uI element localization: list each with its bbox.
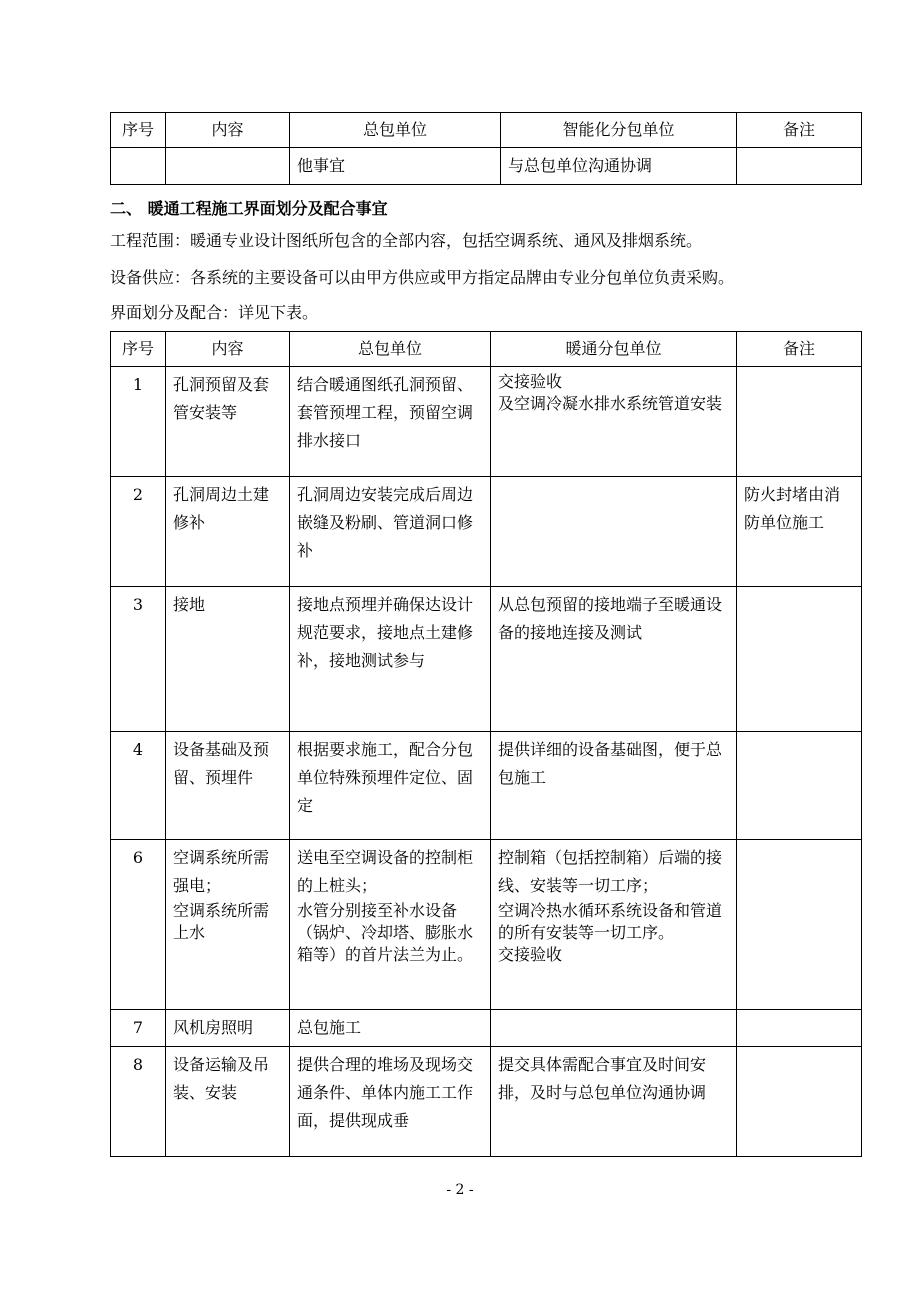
cell-note [737,1010,862,1047]
cell-sub [491,1010,737,1047]
table-smart-systems-continued [110,112,862,185]
cell-sub-line: 交接验收 [498,945,563,964]
table-row [111,367,862,477]
table-row [111,1047,862,1157]
page-number: - 2 - [446,1182,474,1198]
scope-paragraph: 工程范围：暖通专业设计图纸所包含的全部内容，包括空调系统、通风及排烟系统。 [110,231,703,250]
cell-note [737,148,862,185]
cell-sub: 从总包预留的接地端子至暖通设备的接地连接及测试 [491,587,737,732]
cell-sub [491,367,737,477]
cell-content: 设备基础及预留、预埋件 [166,732,290,840]
cell-content: 接地 [166,587,290,732]
header-remarks: 备注 [737,113,862,148]
header-content: 内容 [166,113,290,148]
cell-note [737,587,862,732]
cell-sub-line: 交接验收 [498,372,563,391]
cell-main [290,840,491,1010]
cell-sub: 提交具体需配合事宜及时间安排，及时与总包单位沟通协调 [491,1047,737,1157]
header-main-contractor: 总包单位 [290,332,491,367]
cell-main: 他事宜 [290,148,501,185]
table-row [111,148,862,185]
header-remarks: 备注 [737,332,862,367]
cell-sub-line: 控制箱（包括控制箱）后端的接线、安装等一切工序； [498,848,723,895]
cell-content: 孔洞周边土建修补 [166,477,290,587]
cell-no [111,148,166,185]
cell-main: 接地点预埋并确保达设计规范要求，接地点土建修补，接地测试参与 [290,587,491,732]
table-row [111,1010,862,1047]
cell-no: 3 [111,587,166,732]
header-main-contractor: 总包单位 [290,113,501,148]
cell-content: 风机房照明 [166,1010,290,1047]
cell-no: 2 [111,477,166,587]
header-hvac-subcontractor: 暖通分包单位 [491,332,737,367]
cell-main: 提供合理的堆场及现场交通条件、单体内施工工作面，提供现成垂 [290,1047,491,1157]
header-content: 内容 [166,332,290,367]
header-no: 序号 [111,113,166,148]
header-subcontractor: 智能化分包单位 [501,113,737,148]
cell-content-line: 空调系统所需上水 [173,901,270,942]
cell-no: 8 [111,1047,166,1157]
cell-note [737,367,862,477]
cell-no: 4 [111,732,166,840]
table-header-row [111,113,862,148]
cell-content: 设备运输及吊装、安装 [166,1047,290,1157]
cell-content-line: 空调系统所需强电； [173,848,270,895]
cell-content [166,148,290,185]
cell-sub: 与总包单位沟通协调 [501,148,737,185]
cell-note: 防火封堵由消防单位施工 [737,477,862,587]
cell-note [737,1047,862,1157]
supply-paragraph: 设备供应：各系统的主要设备可以由甲方供应或甲方指定品牌由专业分包单位负责采购。 [110,268,735,287]
cell-no: 1 [111,367,166,477]
table-row [111,840,862,1010]
section-heading: 二、 暖通工程施工界面划分及配合事宜 [110,199,388,218]
cell-sub [491,477,737,587]
table-row [111,587,862,732]
cell-sub-line: 及空调冷凝水排水系统管道安装 [498,394,723,413]
cell-note [737,732,862,840]
cell-main: 根据要求施工，配合分包单位特殊预埋件定位、固定 [290,732,491,840]
cell-main: 孔洞周边安装完成后周边嵌缝及粉刷、管道洞口修补 [290,477,491,587]
cell-content [166,840,290,1010]
cell-sub-line: 空调冷热水循环系统设备和管道的所有安装等一切工序。 [498,901,723,942]
cell-sub [491,840,737,1010]
division-paragraph: 界面划分及配合：详见下表。 [110,303,319,322]
header-no: 序号 [111,332,166,367]
table-header-row [111,332,862,367]
cell-main-line: 送电至空调设备的控制柜的上桩头； [297,848,474,895]
cell-no: 7 [111,1010,166,1047]
cell-main-line: 水管分别接至补水设备（锅炉、冷却塔、膨胀水箱等）的首片法兰为止。 [297,901,474,964]
cell-sub: 提供详细的设备基础图，便于总包施工 [491,732,737,840]
table-row [111,732,862,840]
table-row [111,477,862,587]
cell-content: 孔洞预留及套管安装等 [166,367,290,477]
cell-no: 6 [111,840,166,1010]
cell-main: 结合暖通图纸孔洞预留、套管预埋工程，预留空调排水接口 [290,367,491,477]
cell-note [737,840,862,1010]
table-hvac-interface [110,331,862,1157]
cell-main: 总包施工 [290,1010,491,1047]
